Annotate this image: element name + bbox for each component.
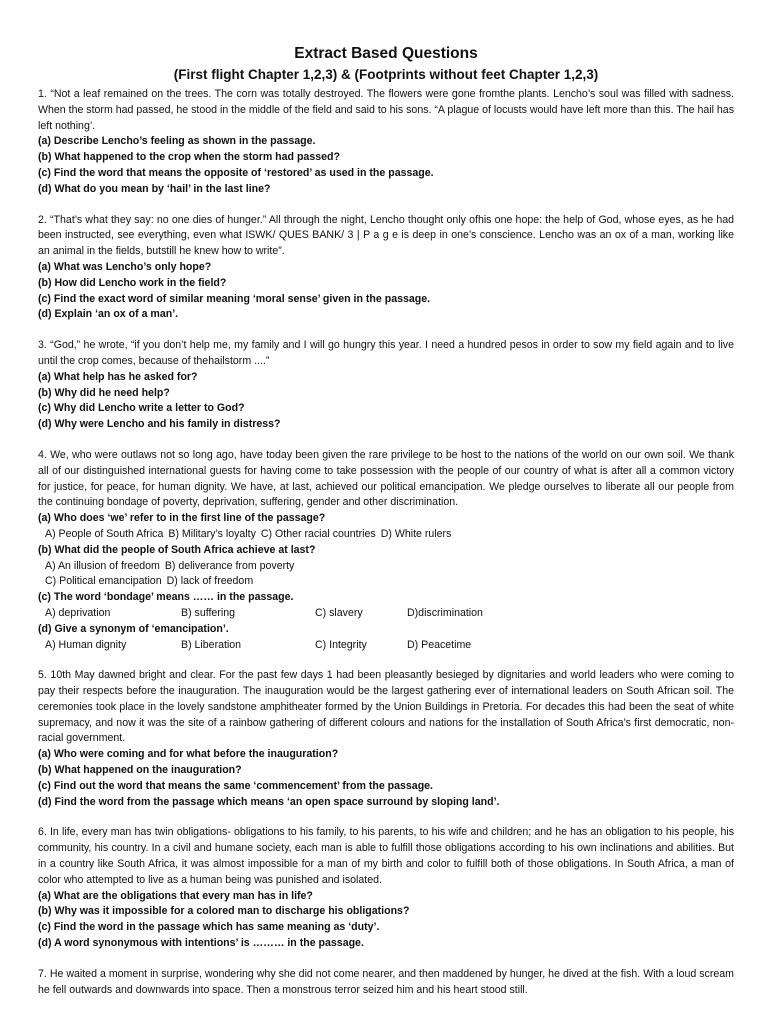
question: (c) Find the word in the passage which has same meaning as ‘duty’. <box>38 921 380 934</box>
options-row <box>38 606 734 622</box>
question: (d) What do you mean by ‘hail’ in the last line? <box>38 182 271 195</box>
extract-passage: 7. He waited a moment in surprise, wondering why she did not come nearer, and then maddened by hunger, he dived at the fish. With a loud scream he fell outwards and downwards into space. Then a monstrous terror seized him and his heart stood still. <box>38 967 734 996</box>
question: (a) Who were coming and for what before the inauguration? <box>38 748 339 761</box>
option: B) Liberation <box>181 638 242 651</box>
extract-passage: 4. We, who were outlaws not so long ago, have today been given the rare privilege to be host to the nations of the world on our own soil. We thank all of our distinguished international guests for having come to take possession with the people of our country of what is after all a common victory for justice, for peace, for human dignity. We have, at last, achieved our political emancipation. We pledge ourselves to liberate all our people from the continuing bondage of poverty, deprivation, suffering, gender and other discrimination. <box>38 448 734 509</box>
option: D) Peacetime <box>407 638 472 651</box>
question: (a) Who does ‘we’ refer to in the first line of the passage? <box>38 512 326 525</box>
extract-3 <box>38 338 734 433</box>
question: (b) What happened to the crop when the storm had passed? <box>38 151 340 164</box>
option: C) Integrity <box>315 638 367 651</box>
option: A) deprivation <box>45 606 111 619</box>
question: (c) Find out the word that means the same ‘commencement’ from the passage. <box>38 779 433 792</box>
option: B) suffering <box>181 606 235 619</box>
extract-passage: 6. In life, every man has twin obligations- obligations to his family, to his parents, to his wife and children; and he has an obligation to his people, his community, his country. In a civil and humane society, each man is able to fulfill those obligations according to his own inclinations and abilities. But in a country like South Africa, it was almost impossible for a man of my birth and color to fulfill both of those obligations. In South Africa, a man of color who attempted to live as a human being was punished and isolated. <box>38 826 734 886</box>
extract-6 <box>38 825 734 951</box>
extract-passage: 1. “Not a leaf remained on the trees. The corn was totally destroyed. The flowers were gone fromthe plants. Lencho’s soul was filled with sadness. When the storm had passed, he stood in the middle of the field and said to his sons. “A plague of locusts would have left more than this. The hail has left nothing’. <box>38 88 734 132</box>
option: A) An illusion of freedom <box>45 559 160 572</box>
question: (a) What help has he asked for? <box>38 370 198 383</box>
extract-1 <box>38 87 734 198</box>
options-row <box>38 638 734 654</box>
question: (b) How did Lencho work in the field? <box>38 276 227 289</box>
option: D)discrimination <box>407 606 483 619</box>
option: C) Other racial countries <box>260 527 376 540</box>
options-row <box>38 574 734 590</box>
page-subtitle: (First flight Chapter 1,2,3) & (Footprints without feet Chapter 1,2,3) <box>173 67 599 82</box>
question: (d) A word synonymous with intentions’ is ……… in the passage. <box>38 937 364 950</box>
question: (a) Describe Lencho’s feeling as shown in the passage. <box>38 135 316 148</box>
question: (b) Why did he need help? <box>38 386 170 399</box>
question: (d) Give a synonym of ‘emancipation’. <box>38 622 229 635</box>
extract-passage: 3. “God,” he wrote, “if you don’t help me, my family and I will go hungry this year. I need a hundred pesos in order to sow my field again and to live until the crop comes, because of thehailstorm ....” <box>38 339 734 367</box>
question: (d) Why were Lencho and his family in distress? <box>38 418 281 431</box>
question: (c) Find the exact word of similar meaning ‘moral sense’ given in the passage. <box>38 292 431 305</box>
extract-5 <box>38 668 734 810</box>
question: (c) The word ‘bondage’ means …… in the passage. <box>38 591 294 604</box>
option: A) Human dignity <box>45 638 127 651</box>
option: B) deliverance from poverty <box>164 559 295 572</box>
option: C) slavery <box>315 606 363 619</box>
extract-passage: 5. 10th May dawned bright and clear. For the past few days 1 had been pleasantly besieged by dignitaries and world leaders who were coming to pay their respects before the inauguration. The inauguration would be the largest gathering ever of international leaders on South African soil. The ceremonies took place in the lovely sandstone amphitheater formed by the Union Buildings in Pretoria. For decades this had been the seat of white supremacy, and now it was the site of a rainbow gathering of different colours and nations for the installation of South Africa’s first democratic, non-racial government. <box>38 669 734 745</box>
question: (c) Why did Lencho write a letter to God? <box>38 402 245 415</box>
option: B) Military’s loyalty <box>168 527 256 540</box>
question: (d) Explain ‘an ox of a man’. <box>38 308 179 321</box>
question: (b) What did the people of South Africa achieve at last? <box>38 543 316 556</box>
options-row <box>38 527 734 543</box>
question: (d) Find the word from the passage which means ‘an open space surround by sloping land’. <box>38 795 500 808</box>
extract-7 <box>38 967 734 999</box>
options-row <box>38 559 734 575</box>
question: (b) What happened on the inauguration? <box>38 764 242 777</box>
question: (a) What was Lencho’s only hope? <box>38 260 212 273</box>
option: D) lack of freedom <box>166 575 254 588</box>
question: (b) Why was it impossible for a colored man to discharge his obligations? <box>38 905 410 918</box>
extract-4 <box>38 448 734 653</box>
extract-2 <box>38 213 734 324</box>
question: (c) Find the word that means the opposite of ‘restored’ as used in the passage. <box>38 166 434 179</box>
question: (a) What are the obligations that every man has in life? <box>38 889 313 902</box>
option: A) People of South Africa <box>45 527 164 540</box>
option: D) White rulers <box>380 527 452 540</box>
extract-passage: 2. “That’s what they say: no one dies of hunger.” All through the night, Lencho thought only ofhis one hope: the help of God, whose eyes, as he had been instructed, see everything, even what ISWK/ QUES BANK/ 3 | P a g e is deep in one’s conscience. Lencho was an ox of a man, working like an animal in the fields, butstill he knew how to write”. <box>38 213 734 258</box>
option: C) Political emancipation <box>45 575 162 588</box>
page-title: Extract Based Questions <box>294 45 478 62</box>
